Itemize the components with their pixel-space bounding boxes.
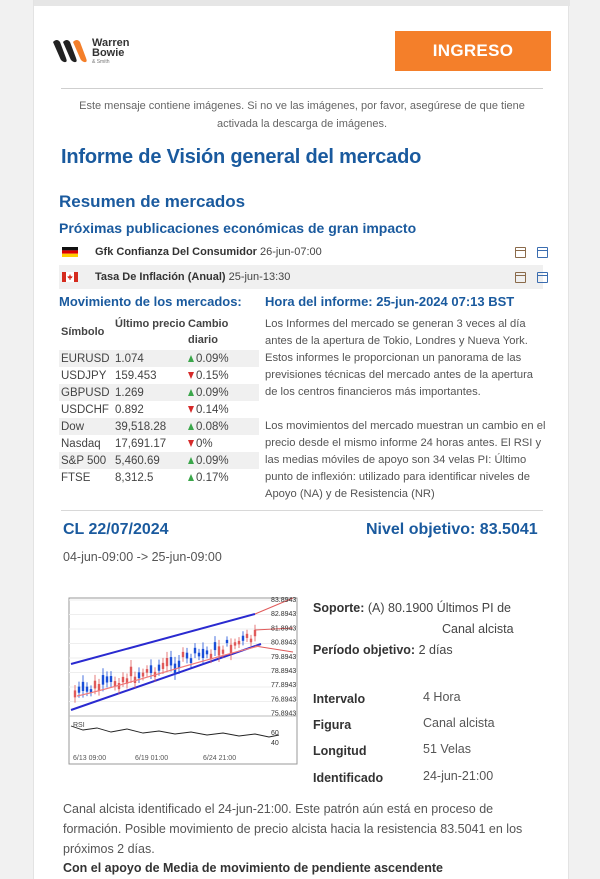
y-tick-label: 76.8943 bbox=[271, 696, 297, 704]
target-level: Nivel objetivo: 83.5041 bbox=[366, 521, 538, 538]
interval-value: 4 Hora bbox=[423, 690, 461, 704]
candle-body bbox=[202, 649, 204, 658]
change-cell bbox=[186, 387, 259, 399]
support-label: Soporte: bbox=[313, 601, 365, 615]
candle-body bbox=[206, 650, 208, 654]
candle-body bbox=[74, 690, 76, 697]
y-tick-label: 77.8943 bbox=[271, 682, 297, 690]
table-header bbox=[59, 316, 259, 350]
change-cell bbox=[186, 421, 259, 433]
candle-body bbox=[210, 654, 212, 659]
pattern-support-note: Con el apoyo de Media de movimiento de pendiente ascendente bbox=[63, 861, 443, 875]
logo-text-line1: Warren bbox=[92, 37, 130, 49]
instrument-title: CL 22/07/2024 bbox=[63, 521, 169, 538]
candle-body bbox=[214, 642, 216, 650]
table-row bbox=[59, 367, 259, 384]
y-tick-label: 81.8943 bbox=[271, 625, 297, 633]
germany-flag-icon bbox=[62, 247, 78, 257]
images-notice: Este mensaje contiene imágenes. Si no ve las imágenes, por favor, asegúrese de que tiene activada la descarga de imágenes. bbox=[79, 100, 525, 130]
y-tick-label: 78.8943 bbox=[271, 668, 297, 675]
candle-body bbox=[238, 641, 240, 644]
event-name: Gfk Confianza Del Consumidor bbox=[95, 246, 257, 258]
candle-body bbox=[246, 634, 248, 638]
candle-body bbox=[78, 687, 80, 693]
candle-body bbox=[194, 648, 196, 654]
y-tick-label: 75.8943 bbox=[271, 710, 297, 718]
symbol-cell: USDCHF bbox=[61, 403, 109, 416]
table-row bbox=[59, 469, 259, 486]
support-value: (A) 80.1900 Últimos PI de bbox=[367, 601, 511, 615]
symbol-cell: GBPUSD bbox=[61, 386, 110, 399]
top-bar bbox=[34, 0, 570, 6]
rsi-tick-label: 60 bbox=[271, 730, 279, 737]
change-cell bbox=[186, 353, 259, 365]
candle-body bbox=[162, 663, 164, 669]
candle-body bbox=[234, 642, 236, 645]
description-paragraph: Los movimientos del mercado muestran un cambio en el precio desde el mismo informe 24 horas antes. El RSI y las medias móviles de apoyo son 34 velas PI: Último punto de inflexión: utilizado para identificar niveles de Apoyo (NA) y de Resistencia (NR) bbox=[265, 420, 546, 500]
interval-label: Intervalo bbox=[313, 692, 366, 706]
candle-body bbox=[166, 658, 168, 666]
report-time: Hora del informe: 25-jun-2024 07:13 BST bbox=[265, 294, 515, 309]
calendar-add-icon[interactable] bbox=[537, 247, 548, 258]
last-price-cell: 0.892 bbox=[115, 403, 144, 416]
arrow-up-icon bbox=[188, 423, 194, 430]
x-tick-label: 6/19 01:00 bbox=[135, 755, 169, 762]
change-cell bbox=[186, 370, 259, 382]
candle-body bbox=[218, 646, 220, 655]
pattern-summary: Canal alcista identificado el 24-jun-21:00. Este patrón aún está en proceso de formación. Posible movimiento de precio alcista hacia la resistencia 83.5041 en los próximos 2 días. bbox=[63, 802, 523, 856]
calendar-icon[interactable] bbox=[515, 247, 526, 258]
last-price-cell: 39,518.28 bbox=[115, 420, 167, 433]
last-price-cell: 1.269 bbox=[115, 386, 144, 399]
candle-body bbox=[142, 673, 144, 677]
candle-body bbox=[222, 650, 224, 654]
last-price-cell: 1.074 bbox=[115, 352, 144, 365]
symbol-cell: S&P 500 bbox=[61, 454, 107, 467]
length-value: 51 Velas bbox=[423, 742, 471, 756]
movement-description bbox=[265, 316, 548, 520]
period-value: 2 días bbox=[418, 643, 453, 657]
candle-body bbox=[110, 676, 112, 682]
y-tick-label: 83.8943 bbox=[271, 597, 297, 604]
event-row bbox=[59, 265, 543, 289]
markets-table bbox=[59, 316, 259, 486]
logo-mark-icon bbox=[51, 36, 89, 64]
table-row bbox=[59, 418, 259, 435]
event-row bbox=[59, 240, 543, 264]
support-info bbox=[313, 601, 511, 615]
candle-body bbox=[114, 681, 116, 686]
rsi-tick-label: 40 bbox=[271, 740, 279, 747]
arrow-up-icon bbox=[188, 355, 194, 362]
change-cell bbox=[186, 438, 259, 450]
figure-value: Canal alcista bbox=[423, 716, 495, 730]
rsi-label: RSI bbox=[73, 722, 85, 729]
brand-logo[interactable] bbox=[51, 36, 161, 68]
candle-body bbox=[146, 669, 148, 673]
support-value-line2: Canal alcista bbox=[442, 622, 514, 636]
calendar-add-icon[interactable] bbox=[537, 272, 548, 283]
last-price-cell: 17,691.17 bbox=[115, 437, 167, 450]
table-row bbox=[59, 384, 259, 401]
y-tick-label: 82.8943 bbox=[271, 611, 297, 619]
candle-body bbox=[158, 665, 160, 671]
event-time: 25-jun-13:30 bbox=[228, 271, 291, 283]
page-title: Informe de Visión general del mercado bbox=[61, 146, 422, 168]
column-header-last: Último precio bbox=[115, 318, 186, 330]
identified-label: Identificado bbox=[313, 771, 384, 785]
header-divider bbox=[61, 88, 543, 89]
y-tick-label: 80.8943 bbox=[271, 639, 297, 647]
event-time: 26-jun-07:00 bbox=[259, 246, 322, 258]
arrow-up-icon bbox=[188, 474, 194, 481]
x-tick-label: 6/13 09:00 bbox=[73, 755, 107, 762]
table-row bbox=[59, 350, 259, 367]
column-header-symbol: Símbolo bbox=[61, 326, 105, 338]
candle-body bbox=[250, 639, 252, 643]
table-row bbox=[59, 401, 259, 418]
candle-body bbox=[130, 667, 132, 676]
candle-body bbox=[98, 684, 100, 690]
candle-body bbox=[242, 636, 244, 641]
change-cell bbox=[186, 455, 259, 467]
change-value: 0.14% bbox=[196, 403, 229, 416]
symbol-cell: Nasdaq bbox=[61, 437, 101, 450]
last-price-cell: 8,312.5 bbox=[115, 471, 154, 484]
identified-value: 24-jun-21:00 bbox=[423, 769, 494, 783]
symbol-cell: USDJPY bbox=[61, 369, 107, 382]
price-chart[interactable] bbox=[63, 592, 305, 766]
change-value: 0.17% bbox=[196, 471, 229, 484]
logo-text-line2: Bowie bbox=[92, 47, 125, 59]
logo-text-line3: & Smith bbox=[92, 59, 110, 65]
table-row bbox=[59, 435, 259, 452]
movement-title: Movimiento de los mercados: bbox=[59, 294, 242, 309]
arrow-down-icon bbox=[188, 406, 194, 413]
candle-body bbox=[186, 653, 188, 659]
description-paragraph: Los Informes del mercado se generan 3 veces al día antes de la apertura de Tokio, Londres y Nueva York. Estos informes le proporcionan un panorama de las previsiones técnicas del mercado antes de la apertura de los centros financieros más importantes. bbox=[265, 318, 534, 398]
arrow-up-icon bbox=[188, 389, 194, 396]
candle-body bbox=[106, 676, 108, 682]
candle-body bbox=[138, 672, 140, 678]
candle-body bbox=[94, 681, 96, 689]
candle-body bbox=[82, 682, 84, 691]
symbol-cell: Dow bbox=[61, 420, 85, 433]
candle-body bbox=[230, 645, 232, 654]
login-button[interactable]: INGRESO bbox=[395, 31, 551, 71]
candle-body bbox=[122, 677, 124, 682]
table-row bbox=[59, 452, 259, 469]
change-value: 0.15% bbox=[196, 369, 229, 382]
last-price-cell: 159.453 bbox=[115, 369, 157, 382]
events-title: Próximas publicaciones económicas de gran impacto bbox=[59, 220, 417, 236]
candle-body bbox=[198, 653, 200, 657]
x-tick-label: 6/24 21:00 bbox=[203, 755, 237, 762]
calendar-icon[interactable] bbox=[515, 272, 526, 283]
candle-body bbox=[86, 687, 88, 692]
length-label: Longitud bbox=[313, 744, 367, 758]
figure-label: Figura bbox=[313, 718, 352, 732]
change-value: 0.09% bbox=[196, 352, 229, 365]
period-label: Período objetivo: bbox=[313, 643, 416, 657]
candle-body bbox=[170, 657, 172, 665]
event-name: Tasa De Inflación (Anual) bbox=[95, 271, 226, 283]
email-card bbox=[33, 0, 569, 879]
candle-body bbox=[254, 630, 256, 636]
change-value: 0.08% bbox=[196, 420, 229, 433]
symbol-cell: EURUSD bbox=[61, 352, 110, 365]
column-header-change: Cambio diario bbox=[188, 318, 229, 346]
symbol-cell: FTSE bbox=[61, 471, 91, 484]
change-value: 0% bbox=[196, 437, 213, 450]
period-info bbox=[313, 643, 453, 657]
candle-body bbox=[150, 665, 152, 673]
change-value: 0.09% bbox=[196, 386, 229, 399]
change-cell bbox=[186, 404, 259, 416]
canada-flag-icon bbox=[62, 272, 78, 282]
arrow-down-icon bbox=[188, 372, 194, 379]
arrow-down-icon bbox=[188, 440, 194, 447]
arrow-up-icon bbox=[188, 457, 194, 464]
y-tick-label: 79.8943 bbox=[271, 653, 297, 661]
last-price-cell: 5,460.69 bbox=[115, 454, 160, 467]
candle-body bbox=[182, 652, 184, 657]
change-cell bbox=[186, 472, 259, 484]
candle-body bbox=[226, 640, 228, 643]
summary-title: Resumen de mercados bbox=[59, 192, 246, 211]
date-range: 04-jun-09:00 -> 25-jun-09:00 bbox=[63, 550, 222, 564]
candle-body bbox=[102, 675, 104, 685]
candle-body bbox=[190, 658, 192, 663]
change-value: 0.09% bbox=[196, 454, 229, 467]
table-body bbox=[59, 350, 259, 486]
section-divider bbox=[61, 510, 543, 511]
